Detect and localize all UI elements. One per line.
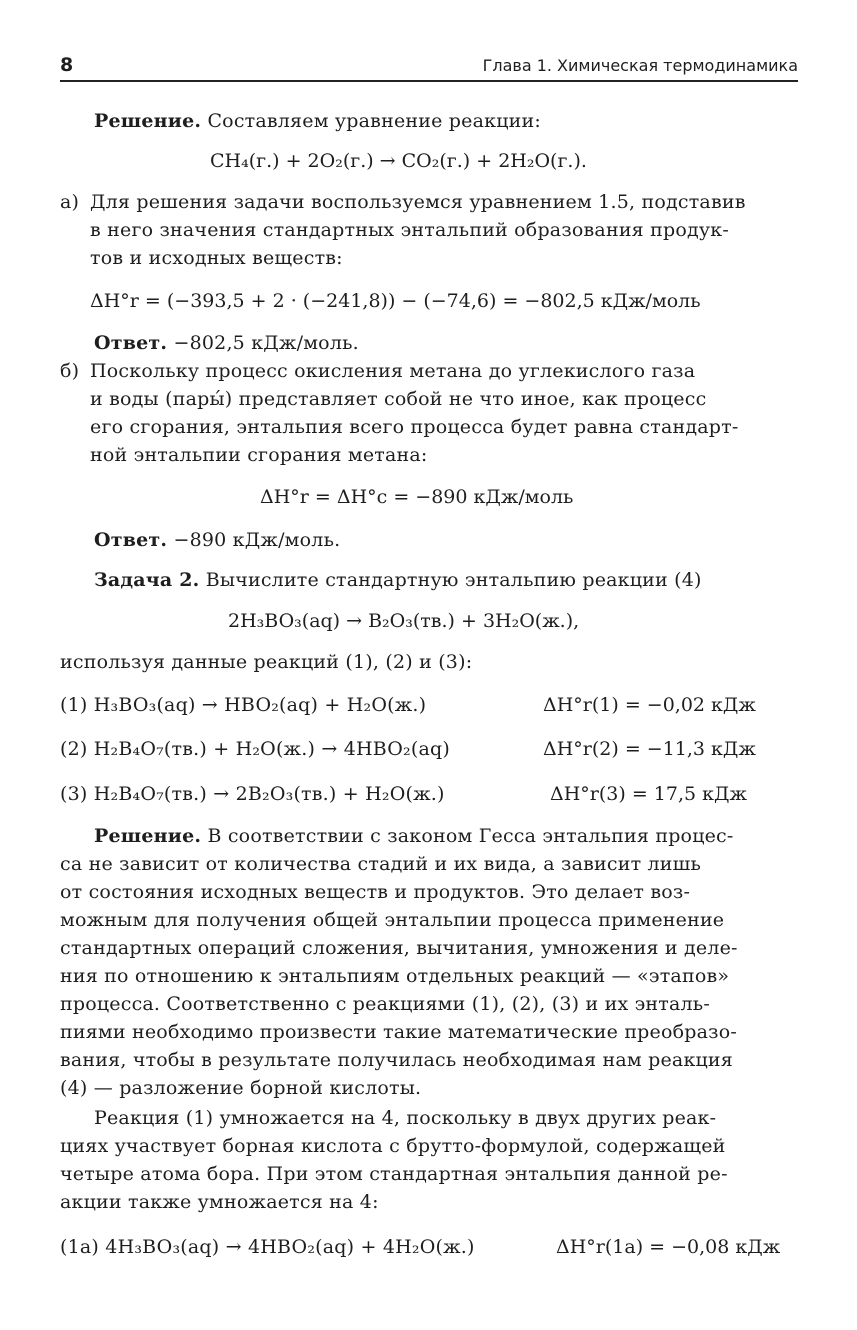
solution-2-line: можным для получения общей энтальпии процесса применение: [60, 909, 725, 931]
answer-value: −890 кДж/моль.: [173, 529, 341, 551]
solution-2-line: са не зависит от количества стадий и их вида, а зависит лишь: [60, 853, 702, 875]
solution-text: В соответствии с законом Гесса энтальпия процес-: [207, 825, 734, 847]
reaction-2-enthalpy: ΔH°r(2) = −11,3 кДж: [543, 738, 756, 760]
reaction-3-enthalpy: ΔH°r(3) = 17,5 кДж: [550, 783, 747, 805]
solution-2-line: пиями необходимо произвести такие математические преобразо-: [60, 1021, 737, 1043]
task-text: Вычислите стандартную энтальпию реакции (4): [205, 569, 702, 591]
solution-2-line: стандартных операций сложения, вычитания, умножения и деле-: [60, 937, 738, 959]
paragraph-3-line: циях участвует борная кислота с брутто-формулой, содержащей: [60, 1135, 726, 1157]
reaction-2-equation: (2) H₂B₄O₇(тв.) + H₂O(ж.) → 4HBO₂(aq): [60, 738, 450, 760]
solution-2-line: ния по отношению к энтальпиям отдельных реакций — «этапов»: [60, 965, 730, 987]
reaction-1-equation: (1) H₃BO₃(aq) → HBO₂(aq) + H₂O(ж.): [60, 694, 427, 716]
answer-value: −802,5 кДж/моль.: [173, 332, 359, 354]
part-b-line: его сгорания, энтальпия всего процесса будет равна стандарт-: [90, 416, 739, 438]
part-a-line: Для решения задачи воспользуемся уравнением 1.5, подставив: [90, 191, 746, 213]
part-a-marker: а): [60, 191, 80, 213]
part-a-line: тов и исходных веществ:: [90, 247, 343, 269]
paragraph-3-line: четыре атома бора. При этом стандартная энтальпия данной ре-: [60, 1163, 728, 1185]
reaction-1a-equation: (1а) 4H₃BO₃(aq) → 4HBO₂(aq) + 4H₂O(ж.): [60, 1236, 475, 1258]
solution-2-line: (4) — разложение борной кислоты.: [60, 1077, 422, 1099]
answer-label: Ответ.: [94, 529, 168, 551]
equation-task-2: 2H₃BO₃(aq) → B₂O₃(тв.) + 3H₂O(ж.),: [228, 610, 580, 632]
part-b-line: ной энтальпии сгорания метана:: [90, 444, 428, 466]
paragraph-3-line: Реакция (1) умножается на 4, поскольку в двух других реак-: [94, 1107, 717, 1129]
page-number: 8: [60, 54, 74, 76]
using-line: используя данные реакций (1), (2) и (3):: [60, 651, 473, 673]
part-b-line: Поскольку процесс окисления метана до углекислого газа: [90, 360, 696, 382]
solution-label: Решение.: [94, 110, 202, 132]
running-title: Глава 1. Химическая термодинамика: [482, 56, 798, 75]
solution-2-line: процесса. Соответственно с реакциями (1), (2), (3) и их энталь-: [60, 993, 710, 1015]
answer-a: [94, 332, 359, 354]
solution-2-first-line: [94, 825, 734, 847]
paragraph-3-line: акции также умножается на 4:: [60, 1191, 379, 1213]
reaction-1-enthalpy: ΔH°r(1) = −0,02 кДж: [543, 694, 756, 716]
solution-2-line: вания, чтобы в результате получилась необходимая нам реакция: [60, 1049, 733, 1071]
solution-2-line: от состояния исходных веществ и продуктов. Это делает воз-: [60, 881, 691, 903]
solution-label: Решение.: [94, 825, 202, 847]
task-2-line: [94, 569, 702, 591]
answer-label: Ответ.: [94, 332, 168, 354]
equation-main: CH₄(г.) + 2O₂(г.) → CO₂(г.) + 2H₂O(г.).: [210, 150, 587, 172]
reaction-1a-enthalpy: ΔH°r(1а) = −0,08 кДж: [556, 1236, 781, 1258]
page-header: [60, 52, 798, 82]
part-b-line: и воды (пары́) представляет собой не что иное, как процесс: [90, 388, 707, 410]
equation-a: ΔH°r = (−393,5 + 2 · (−241,8)) − (−74,6) = −802,5 кДж/моль: [90, 290, 701, 312]
task-label: Задача 2.: [94, 569, 200, 591]
solution-text: Составляем уравнение реакции:: [207, 110, 541, 132]
reaction-3-equation: (3) H₂B₄O₇(тв.) → 2B₂O₃(тв.) + H₂O(ж.): [60, 783, 445, 805]
part-b-marker: б): [60, 360, 80, 382]
solution-1-line: [94, 110, 541, 132]
part-a-line: в него значения стандартных энтальпий образования продук-: [90, 219, 729, 241]
equation-b: ΔH°r = ΔH°c = −890 кДж/моль: [260, 486, 574, 508]
answer-b: [94, 529, 340, 551]
